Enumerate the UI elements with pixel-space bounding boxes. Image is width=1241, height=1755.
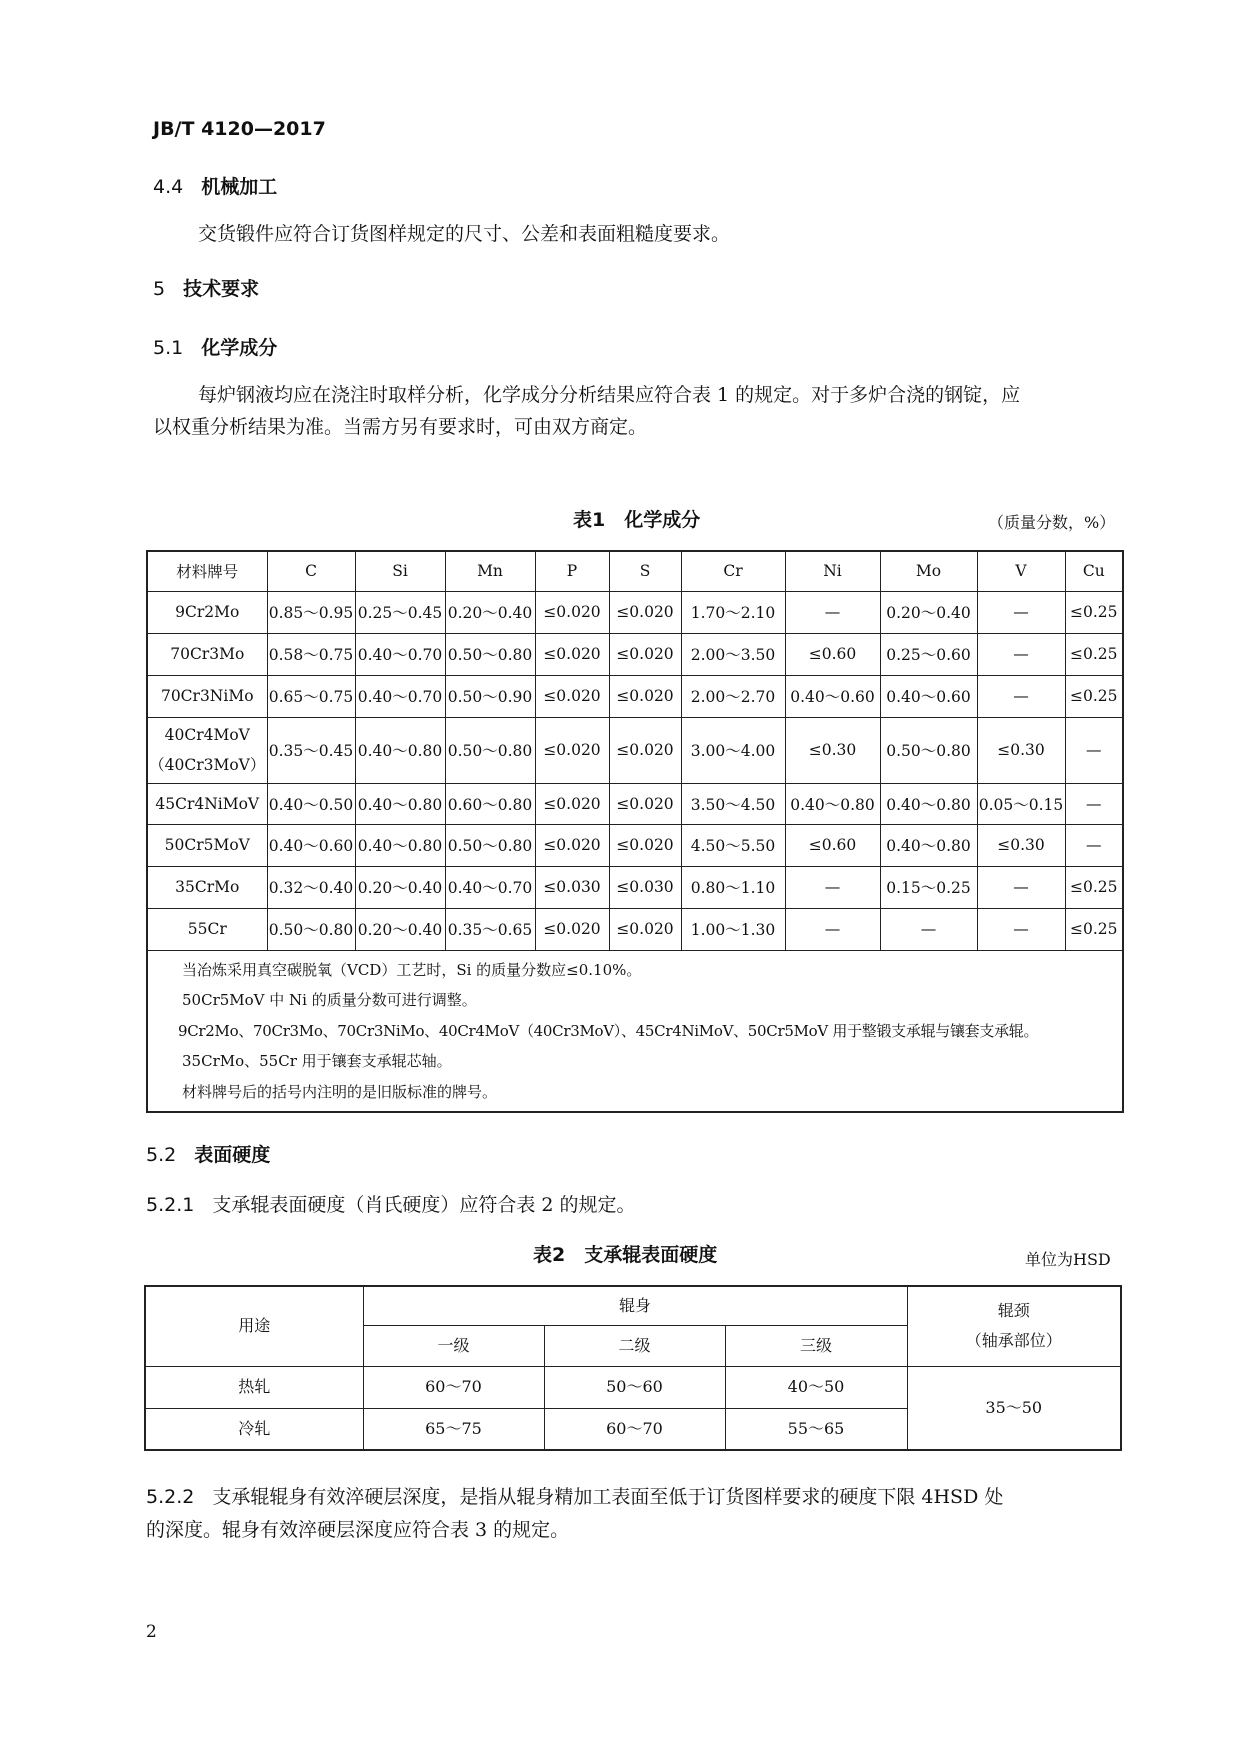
table-cell: 0.50～0.80 xyxy=(445,633,535,675)
table-cell: ≤0.30 xyxy=(977,824,1065,866)
table-cell: 3.50～4.50 xyxy=(681,783,785,824)
section-number: 5.2.2 xyxy=(146,1486,195,1508)
table-cell: 0.25～0.60 xyxy=(880,633,977,675)
header-cell: Si xyxy=(355,551,445,591)
table-cell: ≤0.60 xyxy=(785,633,880,675)
table-cell: ≤0.25 xyxy=(1065,866,1123,908)
section-5-1-heading xyxy=(153,333,277,360)
table-cell: 0.40～0.50 xyxy=(267,783,355,824)
table-cell: 0.40～0.80 xyxy=(880,783,977,824)
header-use: 用途 xyxy=(145,1286,363,1366)
table-cell: — xyxy=(1065,824,1123,866)
header-cell: Cu xyxy=(1065,551,1123,591)
table-cell: 热轧 xyxy=(145,1366,363,1408)
table-cell: — xyxy=(977,633,1065,675)
table-cell: 0.85～0.95 xyxy=(267,591,355,633)
table-cell: — xyxy=(785,866,880,908)
table-cell: 65～75 xyxy=(363,1408,544,1450)
table-cell: — xyxy=(977,675,1065,717)
document-code: JB/T 4120—2017 xyxy=(153,118,326,140)
section-4-4-heading xyxy=(153,172,277,199)
table-cell: 35CrMo xyxy=(147,866,267,908)
table-cell: 0.50～0.80 xyxy=(880,717,977,783)
table-cell: ≤0.020 xyxy=(535,717,609,783)
section-5-1-line1: 每炉钢液均应在浇注时取样分析，化学成分分析结果应符合表 1 的规定。对于多炉合浇的钢锭，应 xyxy=(198,384,1021,406)
grade-name: 40Cr4MoV xyxy=(164,726,250,744)
table-cell: ≤0.030 xyxy=(609,866,681,908)
header-cell: S xyxy=(609,551,681,591)
table-cell: 70Cr3NiMo xyxy=(147,675,267,717)
table-cell: 0.35～0.45 xyxy=(267,717,355,783)
section-5-2-2-line1 xyxy=(146,1480,1003,1514)
header-grade: 二级 xyxy=(544,1325,725,1366)
table-cell: ≤0.020 xyxy=(535,824,609,866)
table-cell: 0.20～0.40 xyxy=(355,866,445,908)
header-grade: 三级 xyxy=(725,1325,907,1366)
table-cell: ≤0.020 xyxy=(609,591,681,633)
table-row xyxy=(145,1366,1121,1408)
section-title: 表面硬度 xyxy=(194,1144,271,1166)
section-text: 支承辊表面硬度（肖氏硬度）应符合表 2 的规定。 xyxy=(212,1194,636,1216)
table-cell: 0.15～0.25 xyxy=(880,866,977,908)
table-cell: 0.40～0.80 xyxy=(355,717,445,783)
table-cell: ≤0.020 xyxy=(535,675,609,717)
section-number: 4.4 xyxy=(153,176,184,198)
table-cell: 0.60～0.80 xyxy=(445,783,535,824)
table-cell: ≤0.020 xyxy=(609,824,681,866)
table-cell: 0.50～0.80 xyxy=(445,717,535,783)
table-cell: 1.00～1.30 xyxy=(681,908,785,950)
table-cell: 0.40～0.80 xyxy=(880,824,977,866)
table-cell: 0.58～0.75 xyxy=(267,633,355,675)
table-cell: 0.25～0.45 xyxy=(355,591,445,633)
table-notes xyxy=(147,950,1123,1112)
table-cell: 0.80～1.10 xyxy=(681,866,785,908)
table-cell xyxy=(147,717,267,783)
section-title: 技术要求 xyxy=(183,278,260,300)
table-cell: — xyxy=(1065,783,1123,824)
section-text: 支承辊辊身有效淬硬层深度，是指从辊身精加工表面至低于订货图样要求的硬度下限 4HSD 处 xyxy=(212,1486,1004,1508)
table-cell: ≤0.30 xyxy=(977,717,1065,783)
section-5-2-2-line2: 的深度。辊身有效淬硬层深度应符合表 3 的规定。 xyxy=(146,1519,570,1541)
table-cell: 50～60 xyxy=(544,1366,725,1408)
table-cell: ≤0.020 xyxy=(535,908,609,950)
table-row xyxy=(147,675,1123,717)
section-title: 机械加工 xyxy=(201,176,278,198)
header-cell: V xyxy=(977,551,1065,591)
table-cell: ≤0.25 xyxy=(1065,591,1123,633)
table-cell: ≤0.25 xyxy=(1065,908,1123,950)
header-cell: C xyxy=(267,551,355,591)
table-note: 35CrMo、55Cr 用于镶套支承辊芯轴。 xyxy=(182,1052,452,1070)
table-note: 材料牌号后的括号内注明的是旧版标准的牌号。 xyxy=(182,1082,498,1101)
header-cell: Ni xyxy=(785,551,880,591)
table2-unit: 单位为HSD xyxy=(1025,1250,1111,1269)
section-number: 5.2 xyxy=(146,1144,177,1166)
table-cell: 0.20～0.40 xyxy=(355,908,445,950)
table-cell: ≤0.030 xyxy=(535,866,609,908)
table-cell: 2.00～3.50 xyxy=(681,633,785,675)
table-cell: — xyxy=(977,866,1065,908)
table1-unit: （质量分数，%） xyxy=(988,513,1116,532)
table-cell: 0.40～0.80 xyxy=(355,824,445,866)
table-cell: 1.70～2.10 xyxy=(681,591,785,633)
table-header-row xyxy=(147,551,1123,591)
table-cell: 70Cr3Mo xyxy=(147,633,267,675)
table-cell: 0.40～0.70 xyxy=(445,866,535,908)
table-cell: — xyxy=(785,591,880,633)
section-title: 化学成分 xyxy=(201,337,278,359)
header-cell: Cr xyxy=(681,551,785,591)
section-5-2-heading xyxy=(146,1140,270,1167)
table-cell: ≤0.020 xyxy=(609,633,681,675)
table-cell: 45Cr4NiMoV xyxy=(147,783,267,824)
table-cell: 55～65 xyxy=(725,1408,907,1450)
table-row xyxy=(147,824,1123,866)
table-cell: ≤0.020 xyxy=(609,717,681,783)
section-5-heading xyxy=(153,274,259,301)
table-cell: 0.20～0.40 xyxy=(880,591,977,633)
table-cell: ≤0.020 xyxy=(609,675,681,717)
table-note: 50Cr5MoV 中 Ni 的质量分数可进行调整。 xyxy=(182,991,477,1009)
table-notes-row xyxy=(147,950,1123,1112)
table-cell: 0.40～0.80 xyxy=(355,783,445,824)
table-cell: 0.40～0.60 xyxy=(785,675,880,717)
table-cell: ≤0.020 xyxy=(609,783,681,824)
table-cell: 2.00～2.70 xyxy=(681,675,785,717)
table-cell: 0.50～0.90 xyxy=(445,675,535,717)
table-cell: 0.40～0.70 xyxy=(355,633,445,675)
table-cell: 0.40～0.60 xyxy=(880,675,977,717)
table-cell: ≤0.020 xyxy=(535,633,609,675)
table-row xyxy=(147,783,1123,824)
table-header-row xyxy=(145,1286,1121,1325)
header-cell: P xyxy=(535,551,609,591)
table1-chemical-composition xyxy=(146,550,1124,1113)
page-number: 2 xyxy=(146,1622,157,1642)
table-cell: — xyxy=(880,908,977,950)
table-cell: ≤0.020 xyxy=(535,783,609,824)
section-5-2-1 xyxy=(146,1190,636,1217)
table-cell: — xyxy=(785,908,880,950)
table-cell: 60～70 xyxy=(544,1408,725,1450)
table-cell: 0.65～0.75 xyxy=(267,675,355,717)
table-row xyxy=(147,866,1123,908)
table-cell: 55Cr xyxy=(147,908,267,950)
header-body: 辊身 xyxy=(363,1286,907,1325)
table-row xyxy=(147,591,1123,633)
header-neck xyxy=(907,1286,1121,1366)
header-grade: 一级 xyxy=(363,1325,544,1366)
table-cell: — xyxy=(1065,717,1123,783)
table-cell: 0.32～0.40 xyxy=(267,866,355,908)
table2-caption: 表2 支承辊表面硬度 xyxy=(533,1244,718,1266)
table-row xyxy=(147,633,1123,675)
table-cell: 60～70 xyxy=(363,1366,544,1408)
table-cell: — xyxy=(977,908,1065,950)
header-cell: 材料牌号 xyxy=(147,551,267,591)
table-note: 当冶炼采用真空碳脱氧（VCD）工艺时，Si 的质量分数应≤0.10%。 xyxy=(182,960,642,979)
table-cell: 0.50～0.80 xyxy=(445,824,535,866)
table-cell: 3.00～4.00 xyxy=(681,717,785,783)
table-cell: — xyxy=(977,591,1065,633)
table-cell: 0.50～0.80 xyxy=(267,908,355,950)
table-cell: ≤0.020 xyxy=(609,908,681,950)
table-cell: 9Cr2Mo xyxy=(147,591,267,633)
table-cell: 0.40～0.80 xyxy=(785,783,880,824)
grade-old-name: （40Cr3MoV） xyxy=(149,756,266,774)
header-neck-line2: （轴承部位） xyxy=(965,1331,1062,1351)
table-cell: 50Cr5MoV xyxy=(147,824,267,866)
section-number: 5 xyxy=(153,278,166,300)
table-cell: 0.40～0.60 xyxy=(267,824,355,866)
table-note: 9Cr2Mo、70Cr3Mo、70Cr3NiMo、40Cr4MoV（40Cr3MoV）、45Cr4NiMoV、50Cr5MoV 用于整锻支承辊与镶套支承辊。 xyxy=(178,1021,1039,1040)
table-cell: 4.50～5.50 xyxy=(681,824,785,866)
table-cell: 0.20～0.40 xyxy=(445,591,535,633)
section-number: 5.1 xyxy=(153,337,184,359)
table2-surface-hardness xyxy=(144,1285,1122,1451)
table-cell: ≤0.25 xyxy=(1065,675,1123,717)
table-cell: 40～50 xyxy=(725,1366,907,1408)
header-cell: Mn xyxy=(445,551,535,591)
table-row xyxy=(147,717,1123,783)
section-number: 5.2.1 xyxy=(146,1194,195,1216)
table-cell: 0.35～0.65 xyxy=(445,908,535,950)
table-cell: 0.05～0.15 xyxy=(977,783,1065,824)
section-5-1-line2: 以权重分析结果为准。当需方另有要求时，可由双方商定。 xyxy=(153,416,648,438)
section-4-4-text: 交货锻件应符合订货图样规定的尺寸、公差和表面粗糙度要求。 xyxy=(198,223,731,245)
table-cell: 0.40～0.70 xyxy=(355,675,445,717)
table-cell: ≤0.25 xyxy=(1065,633,1123,675)
table-cell-neck: 35～50 xyxy=(907,1366,1121,1450)
header-neck-line1: 辊颈 xyxy=(997,1301,1030,1321)
table-cell: ≤0.60 xyxy=(785,824,880,866)
table1-caption: 表1 化学成分 xyxy=(573,509,701,531)
table-cell: ≤0.020 xyxy=(535,591,609,633)
table-cell: ≤0.30 xyxy=(785,717,880,783)
header-cell: Mo xyxy=(880,551,977,591)
table-row xyxy=(147,908,1123,950)
table-cell: 冷轧 xyxy=(145,1408,363,1450)
